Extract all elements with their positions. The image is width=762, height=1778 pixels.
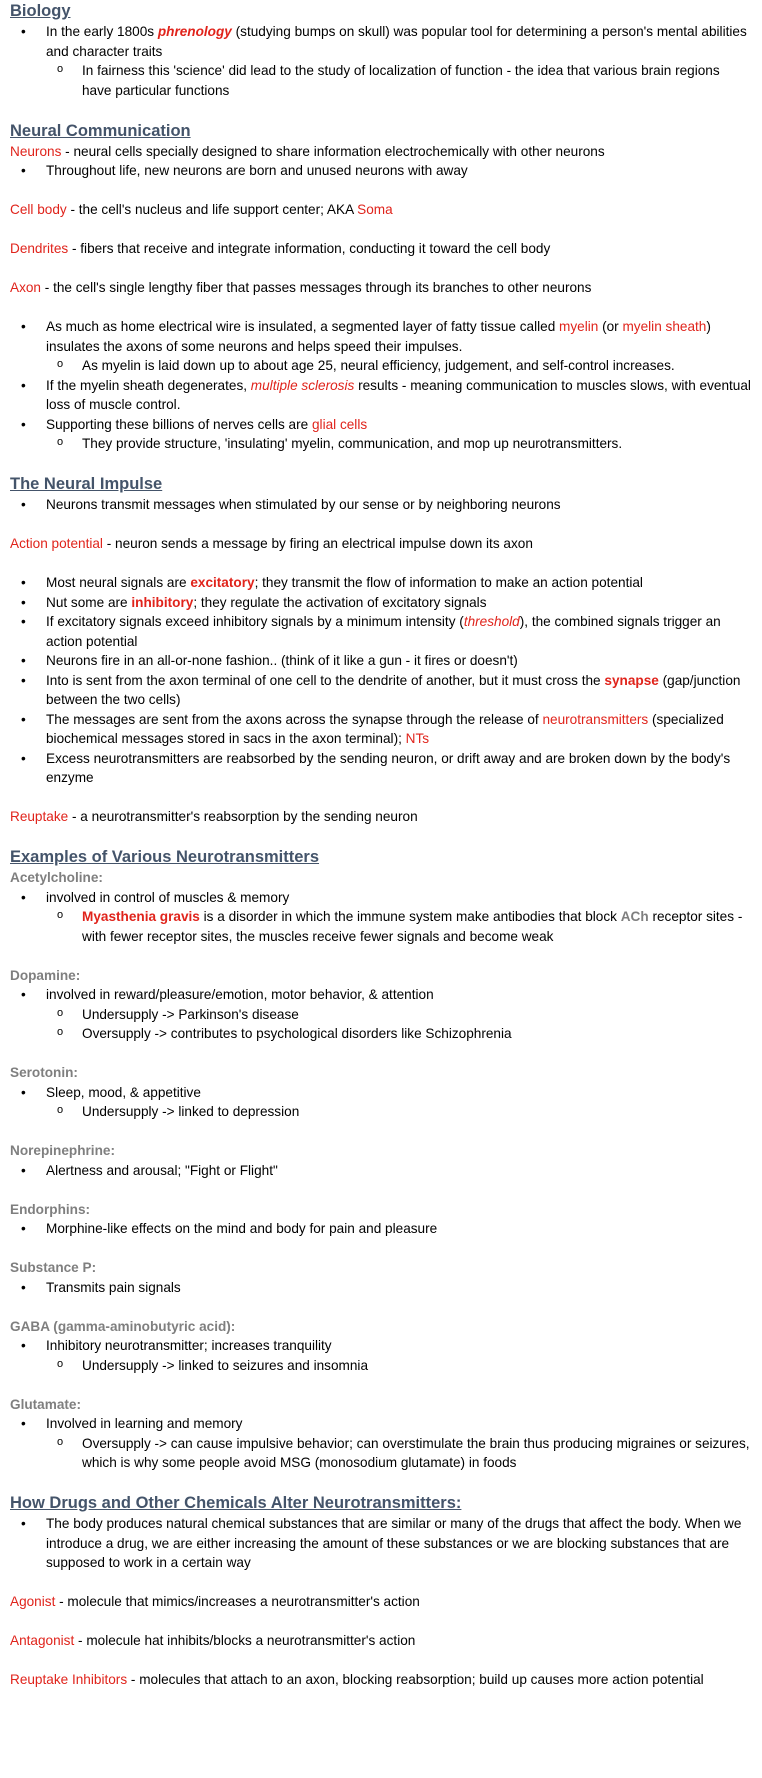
text: receptor sites - with fewer receptor sites, the muscles receive fewer signals and become weak (82, 909, 743, 944)
term-neurotransmitters: neurotransmitters (542, 711, 649, 727)
text: (or (598, 319, 623, 334)
definition-axon (10, 278, 752, 298)
nt-label-gaba: GABA (gamma-aminobutyric acid): (10, 1318, 236, 1334)
nt-label-glutamate: Glutamate: (10, 1396, 82, 1412)
nt-label-dopamine: Dopamine: (10, 967, 81, 983)
term-ach: ACh (620, 909, 649, 924)
term-synapse: synapse (604, 672, 659, 688)
term-excitatory: excitatory (190, 575, 255, 590)
text: ; they transmit the flow of information to make an action potential (254, 575, 643, 590)
list-item: • Neurons fire in an all-or-none fashion.. (think of it like a gun - it fires or doesn't) (10, 651, 752, 671)
text: Supporting these billions of nerves cells are (46, 416, 312, 432)
list-item: • Morphine-like effects on the mind and body for pain and pleasure (10, 1219, 752, 1239)
list-item (10, 573, 752, 593)
list-item: • The body produces natural chemical substances that are similar or many of the drugs that affect the body. When we introduce a drug, we are either increasing the amount of these substances or we are blocking substances that are supposed to work in a certain way (10, 1514, 752, 1573)
list-item: • Throughout life, new neurons are born and unused neurons with away (10, 161, 752, 181)
myelin-list (10, 317, 752, 454)
list-item (10, 376, 752, 415)
endorphins-list (10, 1219, 752, 1239)
text: ; they regulate the activation of excitatory signals (193, 594, 487, 610)
text: (specialized biochemical messages stored in sacs in the axon terminal); (46, 711, 724, 746)
list-item: o Undersupply -> Parkinson's disease (10, 1005, 752, 1025)
term-soma: Soma (357, 202, 393, 217)
term-axon: Axon (10, 280, 41, 295)
term-inhibitory: inhibitory (131, 594, 194, 610)
nt-label-serotonin: Serotonin: (10, 1065, 78, 1080)
list-item: o As myelin is laid down up to about age 25, neural efficiency, judgement, and self-control increases. (10, 356, 752, 376)
term-nts: NTs (405, 731, 430, 746)
list-item (10, 1336, 752, 1375)
term-myasthenia-gravis: Myasthenia gravis (82, 909, 200, 924)
term-myelin-sheath: myelin sheath (622, 319, 707, 334)
text: involved in reward/pleasure/emotion, motor behavior, & attention (46, 987, 434, 1002)
term-reuptake: Reuptake (10, 809, 69, 824)
text: Sleep, mood, & appetitive (46, 1084, 201, 1100)
text: Nut some are (46, 594, 132, 610)
term-dendrites: Dendrites (10, 241, 69, 256)
text: If excitatory signals exceed inhibitory signals by a minimum intensity ( (46, 614, 464, 629)
list-item: • Neurons transmit messages when stimulated by our sense or by neighboring neurons (10, 495, 752, 515)
text: - the cell's nucleus and life support center; AKA (66, 202, 358, 217)
term-multiple-sclerosis: multiple sclerosis (250, 377, 355, 393)
text: ), the combined signals trigger an action potential (46, 614, 721, 649)
list-item (10, 22, 752, 100)
text: (gap/junction between the two cells) (46, 672, 741, 707)
list-item (10, 1083, 752, 1122)
section-heading-examples: Examples of Various Neurotransmitters (10, 848, 320, 866)
drugs-list (10, 1514, 752, 1573)
text: If the myelin sheath degenerates, (46, 377, 251, 393)
list-item (10, 593, 752, 613)
term-myelin: myelin (559, 319, 599, 334)
dopamine-list (10, 985, 752, 1044)
list-item: o Undersupply -> linked to depression (10, 1102, 752, 1122)
text: As much as home electrical wire is insulated, a segmented layer of fatty tissue called (46, 319, 560, 334)
sub-list (46, 1102, 752, 1122)
list-item: • Excess neurotransmitters are reabsorbed by the sending neuron, or drift away and are broken down by the body's enzyme (10, 749, 752, 788)
serotonin-list (10, 1083, 752, 1122)
acetylcholine-list (10, 888, 752, 947)
substance-p-list (10, 1278, 752, 1298)
text: (studying bumps on skull) was popular tool for determining a person's mental abilities and character traits (46, 24, 747, 59)
section-heading-neural-communication: Neural Communication (10, 121, 191, 140)
list-item (10, 1414, 752, 1473)
list-item (10, 415, 752, 454)
norepinephrine-list (10, 1161, 752, 1181)
text: - neural cells specially designed to share information electrochemically with other neurons (61, 143, 605, 159)
text: - fibers that receive and integrate information, conducting it toward the cell body (68, 241, 551, 256)
sub-list (46, 356, 752, 376)
list-item: o Oversupply -> contributes to psychological disorders like Schizophrenia (10, 1024, 752, 1044)
gaba-list (10, 1336, 752, 1375)
list-item: • Transmits pain signals (10, 1278, 752, 1298)
text: - molecules that attach to an axon, blocking reabsorption; build up causes more action potential (127, 1672, 704, 1687)
definition-neurons (10, 142, 752, 162)
text: - a neurotransmitter's reabsorption by the sending neuron (68, 809, 418, 824)
definition-cell-body (10, 200, 752, 220)
neurons-list (10, 161, 752, 181)
list-item (10, 612, 752, 651)
definition-action-potential (10, 534, 752, 554)
impulse-list (10, 573, 752, 788)
term-reuptake-inhibitors: Reuptake Inhibitors (10, 1672, 128, 1687)
sub-list (46, 1434, 752, 1473)
list-item (10, 710, 752, 749)
text: Into is sent from the axon terminal of one cell to the dendrite of another, but it must cross the (46, 672, 605, 688)
list-item (10, 888, 752, 947)
section-heading-neural-impulse: The Neural Impulse (10, 475, 163, 493)
term-neurons: Neurons (10, 143, 62, 159)
term-cell-body: Cell body (10, 202, 67, 217)
text: - the cell's single lengthy fiber that passes messages through its branches to other neurons (40, 280, 592, 295)
definition-dendrites (10, 239, 752, 259)
term-threshold: threshold (463, 614, 520, 629)
list-item: o Undersupply -> linked to seizures and insomnia (10, 1356, 752, 1376)
text: results - meaning communication to muscles slows, with eventual loss of muscle control. (46, 377, 751, 412)
text: involved in control of muscles & memory (46, 889, 290, 905)
biology-list (10, 22, 752, 100)
sub-list (46, 61, 752, 100)
term-action-potential: Action potential (10, 536, 103, 551)
text: - molecule that mimics/increases a neurotransmitter's action (55, 1594, 420, 1609)
nt-label-substance-p: Substance P: (10, 1260, 97, 1275)
nt-label-norepinephrine: Norepinephrine: (10, 1143, 115, 1158)
term-phrenology: phrenology (157, 24, 232, 39)
nt-label-acetylcholine: Acetylcholine: (10, 870, 103, 885)
text: is a disorder in which the immune system make antibodies that block (199, 909, 621, 924)
sub-list (46, 1356, 752, 1376)
text: The messages are sent from the axons across the synapse through the release of (46, 711, 543, 727)
list-item: o They provide structure, 'insulating' myelin, communication, and mop up neurotransmitters. (10, 434, 752, 454)
list-item (10, 317, 752, 376)
text: Most neural signals are (46, 575, 191, 590)
definition-reuptake-inhibitors (10, 1670, 752, 1690)
glutamate-list (10, 1414, 752, 1473)
impulse-intro-list (10, 495, 752, 515)
definition-reuptake (10, 807, 752, 827)
term-glial-cells: glial cells (311, 416, 368, 432)
text: ) insulates the axons of some neurons and helps speed their impulses. (46, 319, 711, 354)
nt-label-endorphins: Endorphins: (10, 1201, 91, 1217)
list-item: o In fairness this 'science' did lead to the study of localization of function - the idea that various brain regions have particular functions (10, 61, 752, 100)
sub-list (46, 907, 752, 946)
section-heading-biology: Biology (10, 2, 71, 20)
list-item: • Alertness and arousal; "Fight or Flight" (10, 1161, 752, 1181)
list-item: o Oversupply -> can cause impulsive behavior; can overstimulate the brain thus producing migraines or seizures, which is why some people avoid MSG (monosodium glutamate) in foods (10, 1434, 752, 1473)
section-heading-drugs: How Drugs and Other Chemicals Alter Neurotransmitters: (10, 1494, 462, 1512)
list-item (10, 985, 752, 1044)
sub-list (46, 434, 752, 454)
text: - molecule hat inhibits/blocks a neurotransmitter's action (74, 1633, 416, 1648)
term-agonist: Agonist (10, 1594, 56, 1609)
text: In the early 1800s (46, 24, 158, 39)
text: - neuron sends a message by firing an electrical impulse down its axon (102, 536, 533, 551)
definition-agonist (10, 1592, 752, 1612)
list-item (10, 907, 752, 946)
sub-list (46, 1005, 752, 1044)
list-item (10, 671, 752, 710)
text: Involved in learning and memory (46, 1416, 243, 1431)
definition-antagonist (10, 1631, 752, 1651)
text: Inhibitory neurotransmitter; increases tranquility (46, 1338, 332, 1353)
term-antagonist: Antagonist (10, 1633, 75, 1648)
